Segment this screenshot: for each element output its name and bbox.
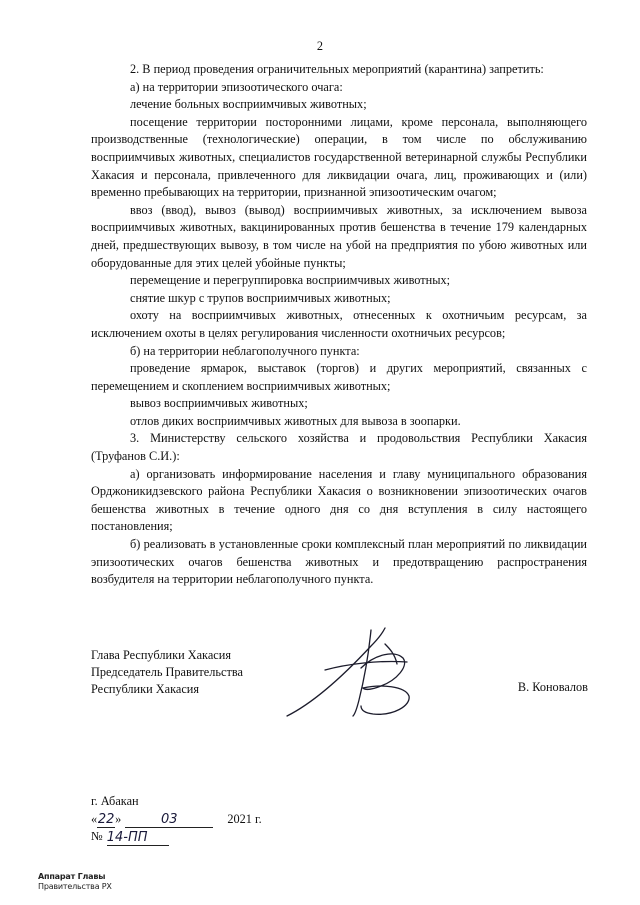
date-close-quote: »: [115, 811, 122, 826]
handwritten-signature: [285, 624, 425, 720]
document-body: [91, 61, 587, 589]
date-line: [91, 811, 262, 829]
paragraph: б) на территории неблагополучного пункта:: [130, 343, 360, 358]
paragraph: отлов диких восприимчивых животных для вывоза в зоопарки.: [130, 413, 461, 428]
stamp-line: Аппарат Главы: [38, 872, 106, 881]
signer-name: В. Коновалов: [517, 680, 588, 694]
signatory-title-line: Республики Хакасия: [91, 682, 200, 696]
date-year: 2021 г.: [227, 811, 262, 826]
stamp-line: Правительства РХ: [38, 882, 112, 891]
registration-stamp: [38, 872, 112, 892]
place-date-number: [91, 793, 262, 846]
date-month: 03: [125, 813, 213, 828]
paragraph: а) организовать информирование населения и главу муниципального образования Орджоникидзевского района Республики Хакасия о возникновении эпизоотических очагов бешенства животных в течение одного дня со дня вступления в силу настоящего постановления;: [91, 466, 587, 534]
city-line: г. Абакан: [91, 794, 139, 808]
date-open-quote: «: [91, 811, 98, 826]
signatory-title-line: Глава Республики Хакасия: [91, 648, 231, 662]
paragraph: лечение больных восприимчивых животных;: [130, 97, 367, 112]
signatory-title: [91, 647, 243, 698]
paragraph: снятие шкур с трупов восприимчивых животных;: [130, 290, 391, 305]
paragraph: 3. Министерству сельского хозяйства и продовольствия Республики Хакасия (Труфанов С.И.):: [91, 431, 587, 464]
number-value: 14-ПП: [107, 831, 169, 846]
number-line: [91, 828, 262, 846]
paragraph: перемещение и перегруппировка восприимчивых животных;: [130, 273, 451, 288]
paragraph: б) реализовать в установленные сроки комплексный план мероприятий по ликвидации эпизоотических очагов бешенства животных и предотвращению распространения возбудителя на территории неблагополучного пункта.: [91, 537, 587, 587]
paragraph: охоту на восприимчивых животных, отнесенных к охотничьим ресурсам, за исключением охоты в целях регулирования численности охотничьих ресурсов;: [91, 308, 587, 340]
date-day: 22: [97, 812, 115, 827]
page-number: 2: [316, 39, 324, 53]
paragraph: проведение ярмарок, выставок (торгов) и других мероприятий, связанных с перемещением и скоплением восприимчивых животных;: [91, 361, 587, 393]
number-label: №: [91, 829, 103, 843]
paragraph: вывоз восприимчивых животных;: [130, 396, 308, 411]
signatory-title-line: Председатель Правительства: [91, 665, 243, 679]
paragraph: 2. В период проведения ограничительных мероприятий (карантина) запретить:: [130, 62, 544, 76]
paragraph: а) на территории эпизоотического очага:: [130, 79, 343, 94]
paragraph: ввоз (ввод), вывоз (вывод) восприимчивых животных, за исключением вывоза восприимчивых животных, вакцинированных против бешенства в течение 179 календарных дней, предшествующих вывозу, в том числе на убой на предприятия по убою животных или оборудованные для этих целей убойные пункты;: [91, 202, 587, 270]
paragraph: посещение территории посторонними лицами, кроме персонала, выполняющего производственные (технологические) операции, в том числе по обслуживанию восприимчивых животных, специалистов государственной ветеринарной службы Республики Хакасия и персонала, привлеченного для ликвидации очага, лиц, проживающих и (или) временно пребывающих на территории, признанной эпизоотическим очагом;: [91, 114, 587, 200]
